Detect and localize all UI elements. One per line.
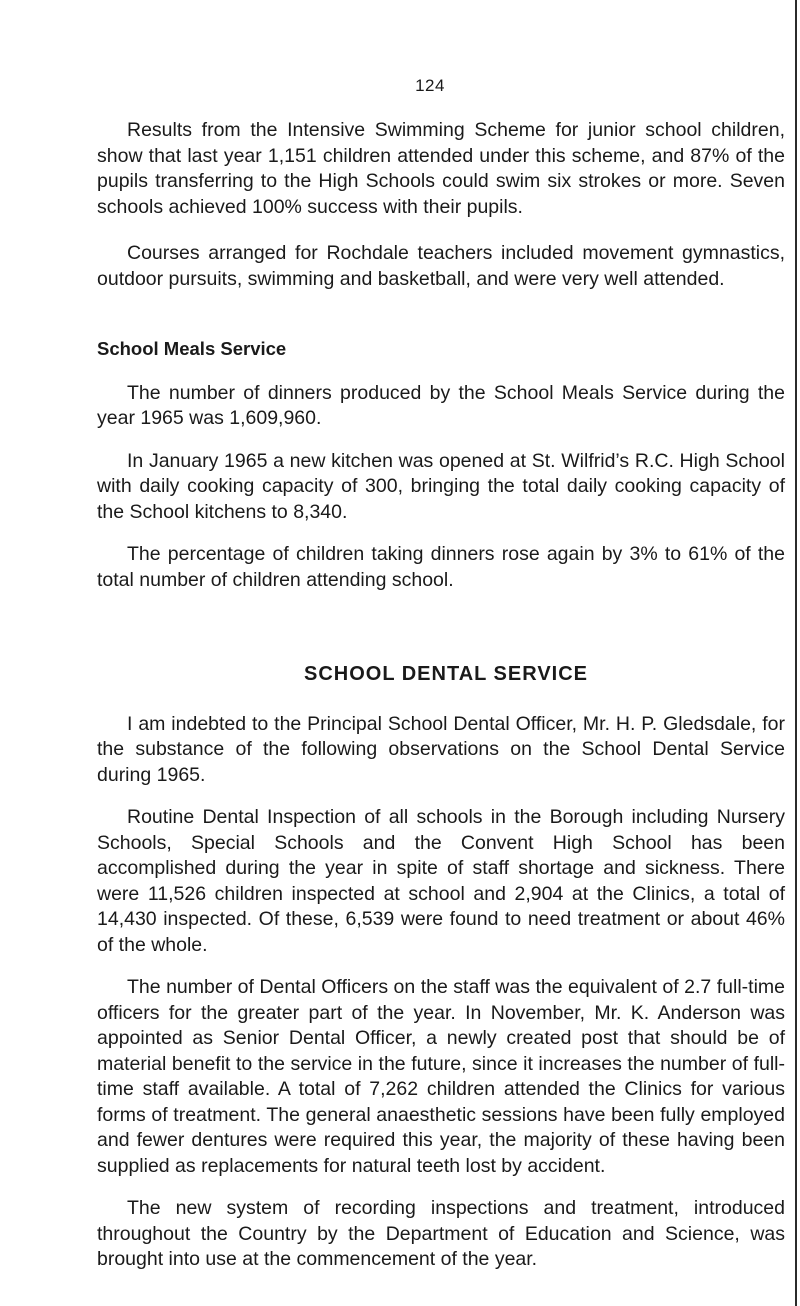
teacher-courses-paragraph: Courses arranged for Rochdale teachers included movement gymnastics, outdoor pursuits, swimming and basketball, and were very well attended. xyxy=(97,242,785,290)
swimming-results-paragraph: Results from the Intensive Swimming Scheme for junior school children, show that last year 1,151 children attended under this scheme, and 87% of the pupils transferring to the High Schools could swim six strokes or more. Seven schools achieved 100% success with their pupils. xyxy=(97,119,785,218)
dental-acknowledgement-paragraph: I am indebted to the Principal School Dental Officer, Mr. H. P. Gledsdale, for the substance of the following observations on the School Dental Service during 1965. xyxy=(97,712,785,786)
dental-inspection-paragraph: Routine Dental Inspection of all schools in the Borough including Nursery Schools, Special Schools and the Convent High School has been accomplished during the year in spite of staff shortage and sickness. There were 11,526 children inspected at school and 2,904 at the Clinics, a total of 14,430 inspected. Of these, 6,539 were found to need treatment or about 46% of the whole. xyxy=(97,806,785,956)
dinner-percentage-paragraph: The percentage of children taking dinners rose again by 3% to 61% of the total number of children attending school. xyxy=(97,543,785,591)
page-content xyxy=(97,118,785,1273)
school-meals-heading: School Meals Service xyxy=(97,338,287,359)
recording-system-paragraph: The new system of recording inspections and treatment, introduced throughout the Country by the Department of Education and Science, was brought into use at the commencement of the year. xyxy=(97,1197,785,1270)
page-number: 124 xyxy=(415,76,445,95)
dental-service-heading: SCHOOL DENTAL SERVICE xyxy=(303,663,588,685)
page-edge-shadow xyxy=(795,0,797,1306)
dental-officers-paragraph: The number of Dental Officers on the staff was the equivalent of 2.7 full-time officers for the greater part of the year. In November, Mr. K. Anderson was appointed as Senior Dental Officer, a newly created post that should be of material benefit to the service in the future, since it increases the number of full-time staff available. A total of 7,262 children attended the Clinics for various forms of treatment. The general anaesthetic sessions have been fully employed and fewer dentures were required this year, the majority of these having been supplied as replacements for natural teeth lost by accident. xyxy=(97,976,785,1177)
dinners-produced-paragraph: The number of dinners produced by the School Meals Service during the year 1965 was 1,609,960. xyxy=(97,381,785,429)
new-kitchen-paragraph: In January 1965 a new kitchen was opened at St. Wilfrid’s R.C. High School with daily cooking capacity of 300, bringing the total daily cooking capacity of the School kitchens to 8,340. xyxy=(97,449,785,523)
